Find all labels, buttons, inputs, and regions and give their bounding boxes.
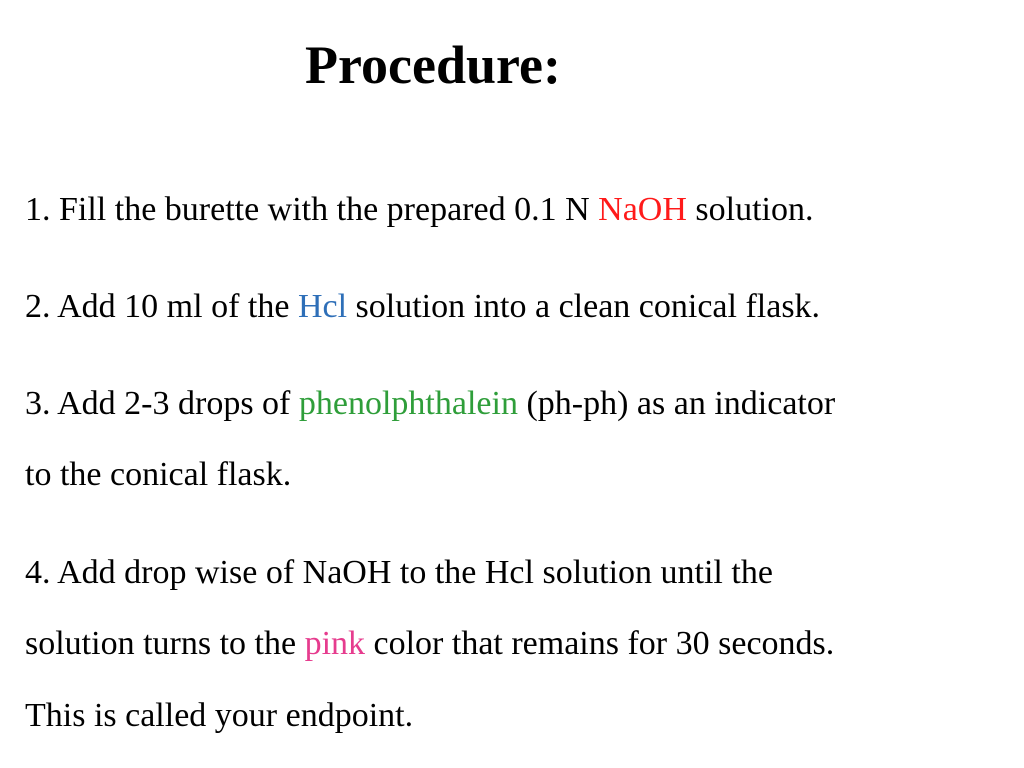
- step-1: [25, 188, 813, 232]
- step-4-pink-highlight: pink: [304, 625, 366, 662]
- step-3-line-2: to the conical flask.: [25, 456, 292, 493]
- step-2-text-before: 2. Add 10 ml of the: [25, 288, 298, 325]
- step-2-hcl-highlight: Hcl: [297, 288, 348, 325]
- step-4-line-3: This is called your endpoint.: [25, 697, 414, 734]
- step-1-text-after: solution.: [686, 191, 814, 228]
- slide-title: Procedure:: [305, 35, 561, 95]
- step-4-line-1: 4. Add drop wise of NaOH to the Hcl solution until the: [25, 554, 773, 591]
- step-4-text-after: color that remains for 30 seconds.: [365, 625, 835, 662]
- step-3-text-after: (ph-ph) as an indicator: [517, 385, 836, 422]
- step-2: [25, 285, 820, 329]
- step-1-naoh-highlight: NaOH: [598, 191, 687, 228]
- step-3-indicator-highlight: phenolphthalein: [298, 385, 518, 422]
- step-4-line-2: [25, 622, 834, 666]
- step-2-text-after: solution into a clean conical flask.: [347, 288, 821, 325]
- step-3-text-before: 3. Add 2-3 drops of: [25, 385, 299, 422]
- step-3-line-1: [25, 382, 835, 426]
- step-1-text-before: 1. Fill the burette with the prepared 0.1 N: [25, 191, 599, 228]
- step-4-text-before: solution turns to the: [25, 625, 305, 662]
